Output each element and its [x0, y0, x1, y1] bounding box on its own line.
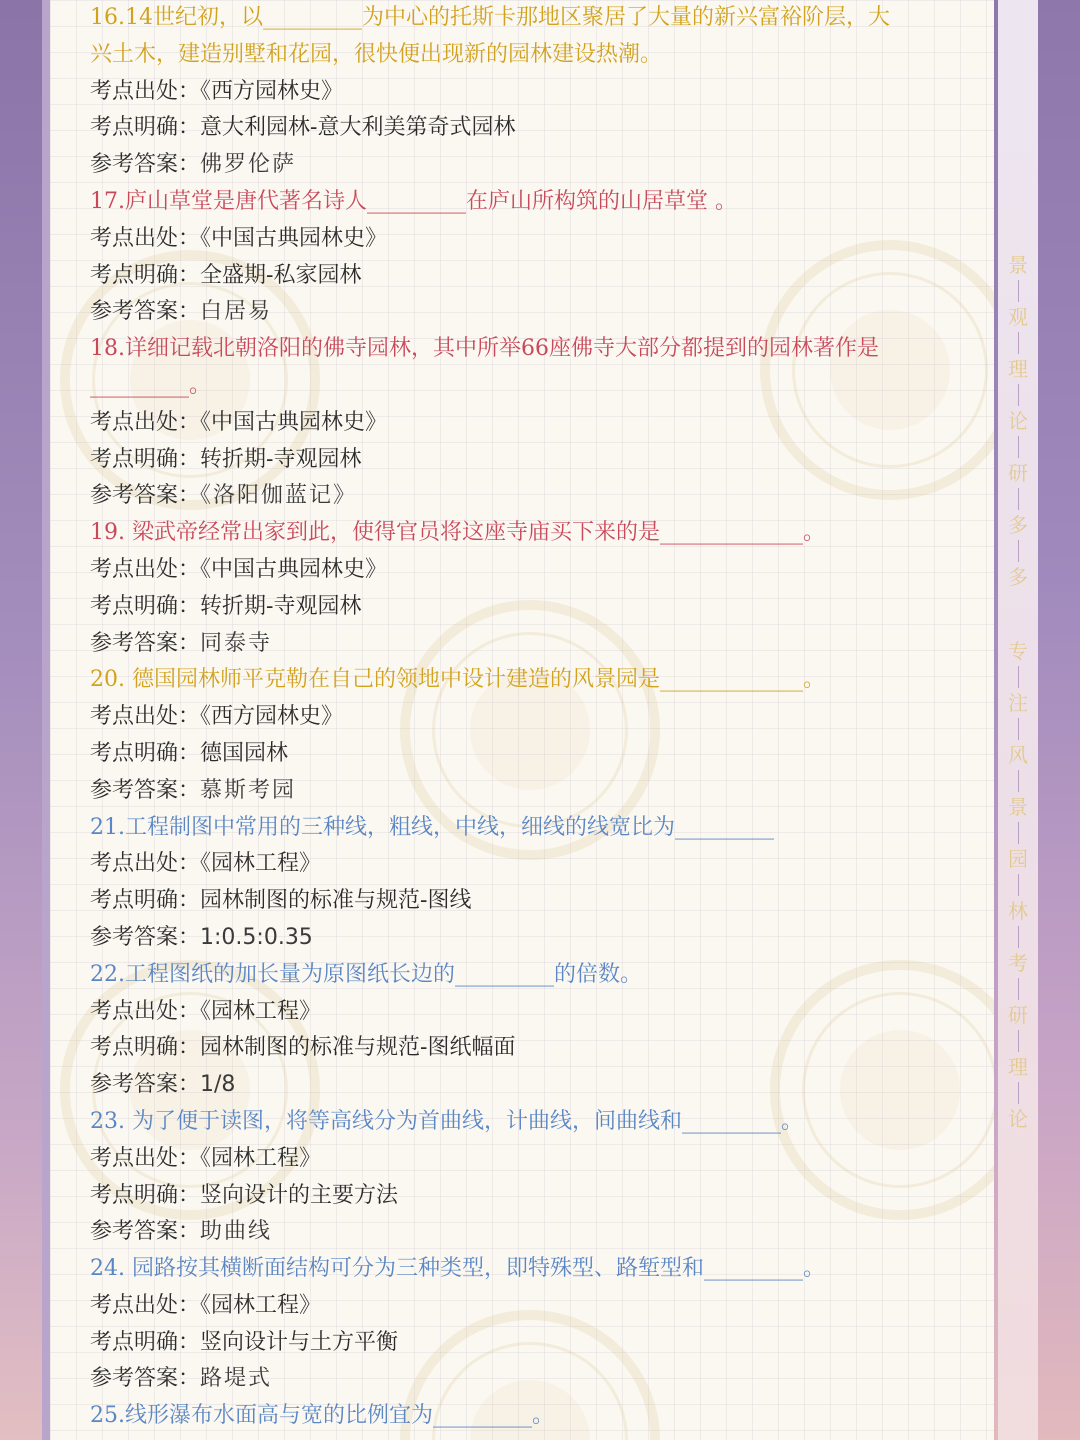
slogan-char: 风 — [1008, 743, 1028, 767]
point-label: 考点明确： — [90, 115, 201, 141]
source-label: 考点出处： — [90, 998, 201, 1024]
question-text: 18.详细记载北朝洛阳的佛寺园林，其中所举66座佛寺大部分都提到的园林著作是 — [90, 336, 879, 362]
answer-value: 慕斯考园 — [200, 777, 297, 803]
slogan-char: 景 — [1008, 795, 1028, 819]
source-value: 《中国古典园林史》 — [200, 225, 388, 251]
point-value: 意大利园林-意大利美第奇式园林 — [200, 115, 516, 141]
slogan-divider — [1018, 926, 1019, 948]
source-row — [90, 699, 990, 736]
answer-label: 参考答案： — [90, 924, 201, 950]
point-row — [90, 110, 990, 147]
question-text: 22.工程图纸的加长量为原图纸长边的_________的倍数。 — [90, 961, 642, 987]
source-value: 《园林工程》 — [200, 1292, 322, 1318]
source-label: 考点出处： — [90, 78, 201, 104]
left-decorative-bar — [0, 0, 50, 1440]
slogan-divider — [1018, 666, 1019, 688]
answer-label: 参考答案： — [90, 483, 201, 509]
slogan-divider — [1018, 822, 1019, 844]
slogan-divider — [1018, 540, 1019, 562]
slogan-char: 林 — [1008, 899, 1028, 923]
answer-value: 同泰寺 — [200, 630, 273, 656]
point-row — [90, 258, 990, 295]
point-label: 考点明确： — [90, 888, 201, 914]
question-list — [90, 0, 990, 1435]
answer-label: 参考答案： — [90, 630, 201, 656]
source-value: 《园林工程》 — [200, 851, 322, 877]
source-label: 考点出处： — [90, 409, 201, 435]
source-value: 《园林工程》 — [200, 998, 322, 1024]
point-value: 全盛期-私家园林 — [200, 262, 362, 288]
question-text: 23. 为了便于读图，将等高线分为首曲线，计曲线，间曲线和_________。 — [90, 1108, 803, 1134]
source-row — [90, 405, 990, 442]
point-value: 德国园林 — [200, 740, 289, 766]
question-text-cont: 兴土木，建造别墅和花园，很快便出现新的园林建设热潮。 — [90, 41, 663, 67]
answer-value: 助曲线 — [200, 1219, 273, 1245]
slogan-char: 考 — [1008, 951, 1028, 975]
source-value: 《中国古典园林史》 — [200, 556, 388, 582]
slogan-char: 景 — [1008, 253, 1028, 277]
point-value: 园林制图的标准与规范-图纸幅面 — [200, 1035, 516, 1061]
point-row — [90, 736, 990, 773]
source-row — [90, 994, 990, 1031]
point-label: 考点明确： — [90, 1035, 201, 1061]
source-row — [90, 552, 990, 589]
answer-row — [90, 1214, 990, 1251]
answer-label: 参考答案： — [90, 152, 201, 178]
grid-paper — [50, 0, 994, 1440]
slogan-char: 研 — [1008, 1003, 1028, 1027]
slogan-char: 专 — [1008, 639, 1028, 663]
answer-value: 1/8 — [200, 1072, 236, 1098]
point-value: 竖向设计与土方平衡 — [200, 1329, 399, 1355]
answer-value: 佛罗伦萨 — [200, 152, 297, 178]
vertical-slogan — [998, 0, 1038, 1440]
slogan-char: 理 — [1008, 1055, 1028, 1079]
slogan-divider — [1018, 280, 1019, 302]
source-label: 考点出处： — [90, 851, 201, 877]
question-text: 21.工程制图中常用的三种线，粗线，中线，细线的线宽比为_________ — [90, 814, 774, 840]
point-row — [90, 442, 990, 479]
source-row — [90, 74, 990, 111]
slogan-char: 研 — [1008, 461, 1028, 485]
source-label: 考点出处： — [90, 704, 201, 730]
answer-value: 路堤式 — [200, 1366, 273, 1392]
question-text-cont: _________。 — [90, 372, 212, 398]
slogan-char: 论 — [1008, 1107, 1028, 1131]
answer-label: 参考答案： — [90, 777, 201, 803]
slogan-char: 多 — [1008, 513, 1028, 537]
source-label: 考点出处： — [90, 1292, 201, 1318]
question-text: 24. 园路按其横断面结构可分为三种类型，即特殊型、路堑型和_________。 — [90, 1256, 825, 1282]
slogan-divider — [1018, 1030, 1019, 1052]
source-row — [90, 221, 990, 258]
point-row — [90, 589, 990, 626]
slogan-char: 多 — [1008, 565, 1028, 589]
answer-label: 参考答案： — [90, 299, 201, 325]
slogan-char: 观 — [1008, 305, 1028, 329]
source-value: 《中国古典园林史》 — [200, 409, 388, 435]
answer-value: 白居易 — [200, 299, 273, 325]
source-row — [90, 846, 990, 883]
answer-label: 参考答案： — [90, 1072, 201, 1098]
slogan-char: 理 — [1008, 357, 1028, 381]
source-label: 考点出处： — [90, 225, 201, 251]
slogan-divider — [1018, 718, 1019, 740]
answer-label: 参考答案： — [90, 1219, 201, 1245]
source-value: 《西方园林史》 — [200, 78, 344, 104]
slogan-divider — [1018, 384, 1019, 406]
slogan-divider — [1018, 770, 1019, 792]
point-label: 考点明确： — [90, 593, 201, 619]
slogan-divider — [1018, 436, 1019, 458]
answer-value: 1:0.5:0.35 — [200, 924, 313, 950]
slogan-divider — [1018, 332, 1019, 354]
source-value: 《园林工程》 — [200, 1145, 322, 1171]
slogan-char: 论 — [1008, 409, 1028, 433]
point-row — [90, 1178, 990, 1215]
answer-value: 《洛阳伽蓝记》 — [200, 483, 358, 509]
slogan-divider — [1018, 978, 1019, 1000]
point-row — [90, 1030, 990, 1067]
point-label: 考点明确： — [90, 262, 201, 288]
point-row — [90, 883, 990, 920]
slogan-divider — [1018, 1082, 1019, 1104]
point-label: 考点明确： — [90, 1182, 201, 1208]
answer-row — [90, 1067, 990, 1104]
right-decorative-bar — [994, 0, 1080, 1440]
source-label: 考点出处： — [90, 556, 201, 582]
source-row — [90, 1141, 990, 1178]
slogan-divider — [1018, 488, 1019, 510]
question-text: 16.14世纪初，以_________为中心的托斯卡那地区聚居了大量的新兴富裕阶层，大 — [90, 5, 890, 30]
point-label: 考点明确： — [90, 740, 201, 766]
point-value: 园林制图的标准与规范-图线 — [200, 888, 472, 914]
question-text: 17.庐山草堂是唐代著名诗人_________在庐山所构筑的山居草堂 。 — [90, 188, 737, 214]
source-row — [90, 1288, 990, 1325]
point-value: 竖向设计的主要方法 — [200, 1182, 399, 1208]
slogan-divider — [1018, 874, 1019, 896]
question-text: 25.线形瀑布水面高与宽的比例宜为_________。 — [90, 1403, 554, 1429]
slogan-char: 园 — [1008, 847, 1028, 871]
source-label: 考点出处： — [90, 1145, 201, 1171]
answer-label: 参考答案： — [90, 1366, 201, 1392]
answer-row — [90, 294, 990, 331]
answer-row — [90, 147, 990, 184]
question-text: 20. 德国园林师平克勒在自己的领地中设计建造的风景园是_____________。 — [90, 667, 825, 693]
answer-row — [90, 920, 990, 957]
answer-row — [90, 626, 990, 663]
answer-row — [90, 478, 990, 515]
point-row — [90, 1325, 990, 1362]
question-text: 19. 梁武帝经常出家到此，使得官员将这座寺庙买下来的是_____________。 — [90, 520, 825, 546]
point-value: 转折期-寺观园林 — [200, 593, 362, 619]
slogan-char: 注 — [1008, 691, 1028, 715]
answer-row — [90, 773, 990, 810]
point-value: 转折期-寺观园林 — [200, 446, 362, 472]
point-label: 考点明确： — [90, 446, 201, 472]
answer-row — [90, 1361, 990, 1398]
point-label: 考点明确： — [90, 1329, 201, 1355]
source-value: 《西方园林史》 — [200, 704, 344, 730]
